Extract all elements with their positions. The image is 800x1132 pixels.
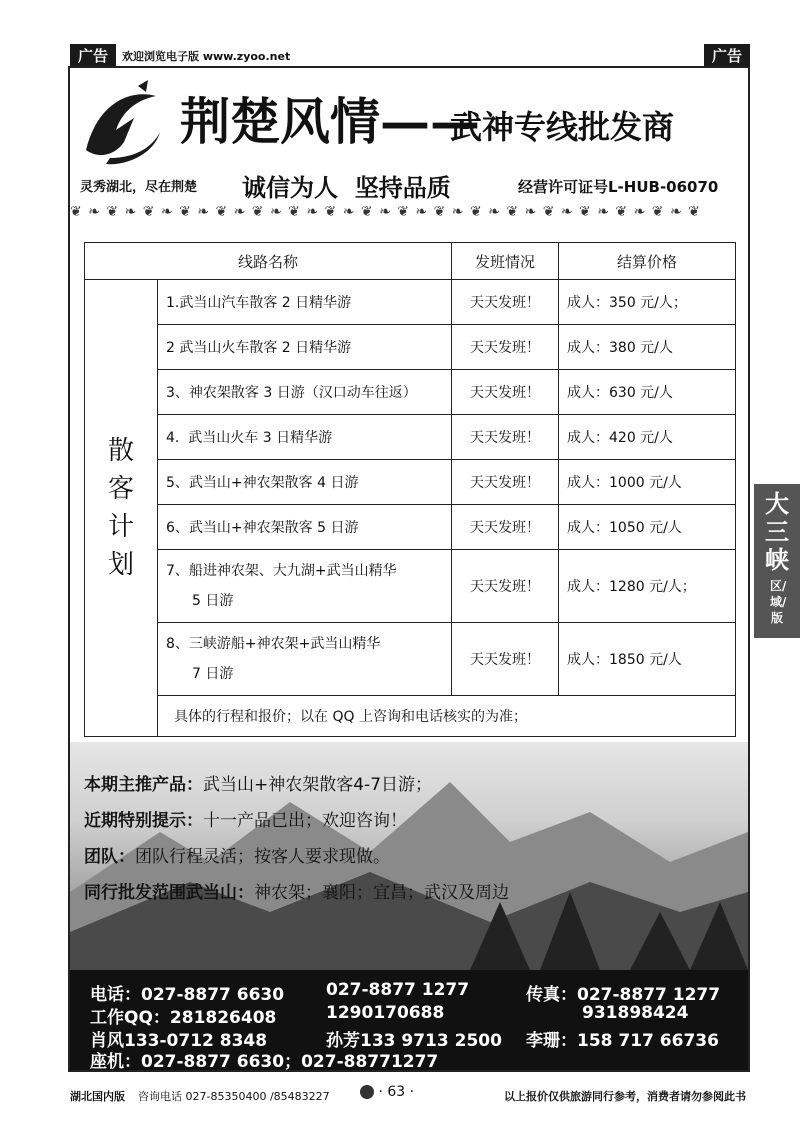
route-name: 6、武当山+神农架散客 5 日游 — [158, 505, 452, 550]
route-status: 天天发班！ — [452, 415, 559, 460]
promo-line-1 — [84, 770, 432, 795]
route-name: 7、船进神农架、大九湖+武当山精华 — [166, 563, 397, 579]
promo-label-2: 近期特别提示： — [84, 811, 203, 831]
table-row — [85, 550, 736, 623]
route-name: 2 武当山火车散客 2 日精华游 — [158, 325, 452, 370]
page-bullet: · — [378, 1084, 383, 1100]
landline-number: 027-8877 6630；027-88771277 — [141, 1052, 439, 1072]
header-route-name: 线路名称 — [85, 243, 452, 280]
dragon-logo-icon — [76, 78, 166, 166]
route-name-cont: 5 日游 — [192, 593, 234, 609]
promo-line-2 — [84, 806, 407, 831]
route-status: 天天发班！ — [452, 280, 559, 325]
region-tab-subtitle: 区/域/版 — [770, 579, 787, 625]
route-name: 4. 武当山火车 3 日精华游 — [158, 415, 452, 460]
phone-number-1: 027-8877 6630 — [141, 985, 285, 1005]
category-char: 散 — [107, 436, 134, 466]
qq-number-1: 281826408 — [169, 1008, 277, 1028]
fax-line — [526, 980, 720, 1005]
qq-label: 工作QQ： — [90, 1008, 170, 1028]
brand-subtitle: 武神专线批发商 — [450, 108, 675, 146]
contact-block — [70, 970, 748, 1070]
footer-hotline: 咨询电话 027-85350400 /85483227 — [138, 1090, 330, 1103]
person3-label: 李珊： — [526, 1031, 577, 1051]
ad-tag-right: 广告 — [704, 44, 750, 68]
footer-edition: 湖北国内版 — [70, 1090, 125, 1103]
route-price: 成人：380 元/人 — [559, 325, 736, 370]
page-number: 63 — [387, 1084, 406, 1100]
promo-line-3 — [84, 842, 390, 867]
phone-line — [90, 980, 284, 1005]
ad-tag-left: 广告 — [70, 44, 116, 68]
table-row — [85, 505, 736, 550]
route-name-cont: 7 日游 — [192, 666, 234, 682]
table-row — [85, 325, 736, 370]
table-row — [85, 623, 736, 696]
route-name: 5、武当山+神农架散客 4 日游 — [158, 460, 452, 505]
contact-person-2: 孙芳133 9713 2500 — [326, 1031, 502, 1051]
category-char: 客 — [107, 474, 134, 504]
route-name-cell — [158, 623, 452, 696]
landline-label: 座机： — [90, 1052, 141, 1072]
table-note: 具体的行程和报价；以在 QQ 上咨询和电话核实的为准； — [158, 696, 736, 737]
header-price: 结算价格 — [559, 243, 736, 280]
person3-phone: 158 717 66736 — [577, 1031, 719, 1051]
route-price: 成人：630 元/人 — [559, 370, 736, 415]
table-row — [85, 415, 736, 460]
category-char: 计 — [107, 512, 134, 542]
promo-section — [70, 742, 748, 970]
header-departure: 发班情况 — [452, 243, 559, 280]
license-number: 经营许可证号L-HUB-06070 — [518, 178, 719, 196]
route-status: 天天发班！ — [452, 460, 559, 505]
promo-text-3: 团队行程灵活；按客人要求现做。 — [135, 847, 390, 867]
route-table — [84, 242, 736, 737]
qq-number-2: 1290170688 — [326, 1003, 445, 1023]
welcome-text: 欢迎浏览电子版 www.zyoo.net — [122, 50, 291, 63]
route-price: 成人：1280 元/人； — [559, 550, 736, 623]
promo-text-2: 十一产品已出；欢迎咨询！ — [203, 811, 407, 831]
route-price: 成人：1050 元/人 — [559, 505, 736, 550]
table-note-row — [85, 696, 736, 737]
route-name: 1.武当山汽车散客 2 日精华游 — [158, 280, 452, 325]
region-tab — [754, 484, 800, 638]
route-status: 天天发班！ — [452, 550, 559, 623]
promo-text-4: 神农架；襄阳；宜昌；武汉及周边 — [254, 883, 509, 903]
fax-number: 027-8877 1277 — [577, 985, 721, 1005]
route-status: 天天发班！ — [452, 325, 559, 370]
route-price: 成人：1850 元/人 — [559, 623, 736, 696]
contact-person-3 — [526, 1026, 719, 1051]
table-header-row — [85, 243, 736, 280]
page-marker-icon — [360, 1085, 374, 1099]
fax-label: 传真： — [526, 985, 577, 1005]
promo-label-4: 同行批发范围武当山： — [84, 883, 254, 903]
route-price: 成人：420 元/人 — [559, 415, 736, 460]
route-name: 3、神农架散客 3 日游（汉口动车往返） — [158, 370, 452, 415]
brand-dash: —— — [380, 92, 480, 151]
ornament-divider: ❦ ❧ ❦ ❧ ❦ ❧ ❦ ❧ ❦ ❧ ❦ ❧ ❦ ❧ ❦ ❧ ❦ ❧ ❦ ❧ ❦ ❧ ❦ ❧ ❦ ❧ ❦ ❧ ❦ ❧ ❦ ❧ ❦ ❧ ❦ — [70, 204, 701, 220]
route-price: 成人：1000 元/人 — [559, 460, 736, 505]
page-number-group — [360, 1084, 414, 1100]
category-char: 划 — [107, 550, 134, 580]
promo-label-1: 本期主推产品： — [84, 775, 203, 795]
promo-label-3: 团队： — [84, 847, 135, 867]
page-bullet: · — [409, 1084, 415, 1100]
table-row — [85, 280, 736, 325]
phone-label: 电话： — [90, 985, 141, 1005]
route-name-cell — [158, 550, 452, 623]
footer-disclaimer: 以上报价仅供旅游同行参考，消费者请勿参阅此书 — [504, 1090, 746, 1103]
brand-title — [180, 92, 480, 152]
slogan-left: 灵秀湖北，尽在荆楚 — [80, 180, 198, 195]
promo-line-4 — [84, 878, 509, 903]
brand-name: 荆楚风情 — [180, 92, 380, 151]
route-status: 天天发班！ — [452, 623, 559, 696]
qq-line — [90, 1003, 276, 1028]
qq-number-3: 931898424 — [582, 1003, 689, 1023]
route-status: 天天发班！ — [452, 505, 559, 550]
landline-line — [90, 1047, 438, 1072]
route-price: 成人：350 元/人； — [559, 280, 736, 325]
promo-text-1: 武当山+神农架散客4-7日游； — [203, 775, 433, 795]
route-status: 天天发班！ — [452, 370, 559, 415]
phone-number-2: 027-8877 1277 — [326, 980, 470, 1000]
route-name: 8、三峡游船+神农架+武当山精华 — [166, 636, 381, 652]
table-row — [85, 370, 736, 415]
slogan-main: 诚信为人 坚持品质 — [242, 173, 451, 202]
region-tab-title: 大三峡 — [765, 489, 789, 574]
contact-person-1: 肖风133-0712 8348 — [90, 1031, 268, 1051]
category-cell — [85, 280, 158, 737]
table-row — [85, 460, 736, 505]
